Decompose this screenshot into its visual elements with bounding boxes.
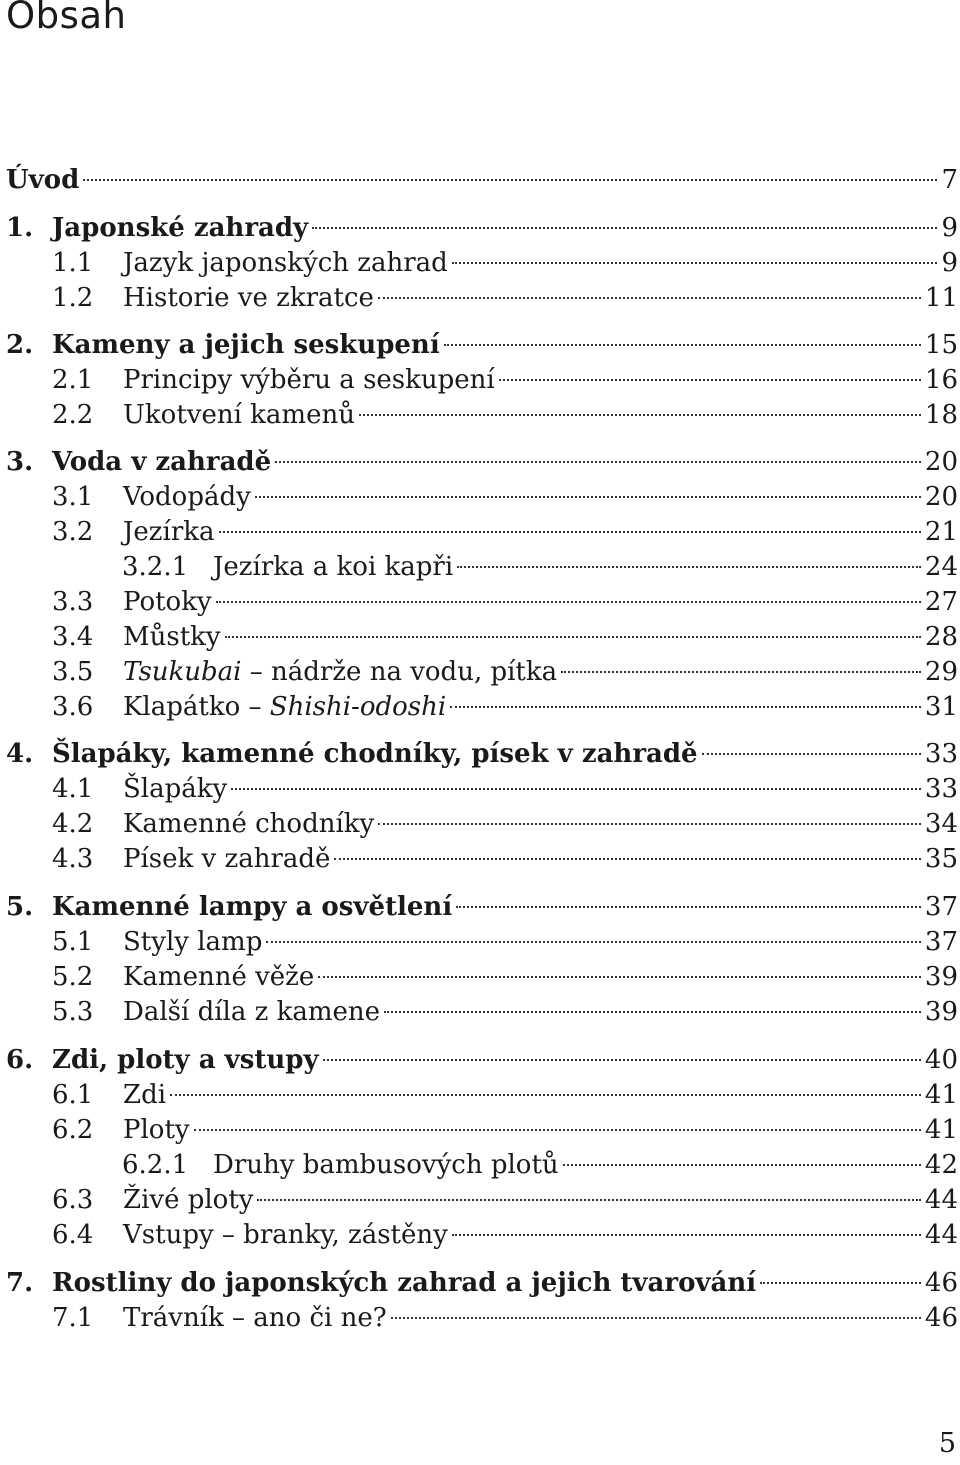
dot-leader <box>444 343 921 346</box>
toc-entry-number: 6.4 <box>52 1220 94 1250</box>
toc-entry-label: Ploty <box>123 1115 190 1145</box>
toc-entry[interactable] <box>0 925 958 959</box>
dot-leader <box>378 296 921 299</box>
toc-entry-label: Kamenné chodníky <box>123 809 375 839</box>
dot-leader <box>318 975 921 978</box>
toc-entry-number: 1.2 <box>52 283 94 313</box>
toc-entry-number: 1. <box>6 213 34 243</box>
toc-entry-number: 3. <box>6 447 34 477</box>
dot-leader <box>456 905 921 908</box>
dot-leader <box>452 1233 921 1236</box>
toc-entry-number: 6.2 <box>52 1115 94 1145</box>
toc-entry[interactable] <box>0 1113 958 1147</box>
toc-entry-page: 31 <box>924 692 958 722</box>
toc-entry-page: 18 <box>924 400 958 430</box>
toc-entry-page: 7 <box>941 165 958 195</box>
toc-entry-label: Vodopády <box>123 482 251 512</box>
dot-leader <box>457 565 921 568</box>
toc-entry[interactable] <box>0 398 958 432</box>
toc-entry-page: 44 <box>924 1220 958 1250</box>
toc-entry[interactable] <box>0 363 958 397</box>
toc-entry-page: 24 <box>924 552 958 582</box>
toc-entry-number: 3.1 <box>52 482 94 512</box>
dot-leader <box>275 460 921 463</box>
toc-entry-label: Tsukubai – nádrže na vodu, pítka <box>123 657 558 687</box>
toc-entry-label: Jezírka a koi kapři <box>213 552 454 582</box>
toc-entry[interactable] <box>0 445 958 479</box>
toc-entry[interactable] <box>0 211 958 245</box>
toc-entry-page: 39 <box>924 962 958 992</box>
toc-entry-label: Rostliny do japonských zahrad a jejich tvarování <box>52 1268 757 1298</box>
toc-entry-number: 5.1 <box>52 927 94 957</box>
toc-entry[interactable] <box>0 995 958 1029</box>
toc-entry[interactable] <box>0 1218 958 1252</box>
toc-entry-label: Zdi <box>123 1080 167 1110</box>
toc-entry[interactable] <box>0 737 958 771</box>
toc-entry-number: 6.3 <box>52 1185 94 1215</box>
toc-entry-number: 3.6 <box>52 692 94 722</box>
toc-entry-page: 46 <box>924 1268 958 1298</box>
toc-entry-label: Zdi, ploty a vstupy <box>52 1045 319 1075</box>
toc-entry-label: Jazyk japonských zahrad <box>123 248 448 278</box>
toc-entry-number: 5. <box>6 892 34 922</box>
dot-leader <box>194 1128 921 1131</box>
dot-leader <box>216 600 921 603</box>
toc-entry-page: 39 <box>924 997 958 1027</box>
dot-leader <box>563 1163 921 1166</box>
toc-entry[interactable] <box>0 890 958 924</box>
toc-entry-label: Úvod <box>6 165 80 195</box>
toc-entry[interactable] <box>0 1266 958 1300</box>
toc-entry-page: 37 <box>924 892 958 922</box>
toc-entry[interactable] <box>0 246 958 280</box>
toc-entry-label: Písek v zahradě <box>123 844 331 874</box>
toc-entry-number: 6. <box>6 1045 34 1075</box>
toc-entry-number: 3.5 <box>52 657 94 687</box>
toc-entry-number: 4.3 <box>52 844 94 874</box>
dot-leader <box>760 1281 921 1284</box>
dot-leader <box>323 1058 921 1061</box>
toc-entry-number: 4.2 <box>52 809 94 839</box>
toc-entry-label: Šlapáky, kamenné chodníky, písek v zahradě <box>52 739 698 769</box>
toc-entry[interactable] <box>0 620 958 654</box>
dot-leader <box>266 940 921 943</box>
toc-entry-number: 2. <box>6 330 34 360</box>
dot-leader <box>561 670 921 673</box>
toc-entry-page: 33 <box>924 774 958 804</box>
toc-entry-page: 21 <box>924 517 958 547</box>
toc-entry-page: 28 <box>924 622 958 652</box>
toc-entry-page: 35 <box>924 844 958 874</box>
toc-entry-number: 6.1 <box>52 1080 94 1110</box>
toc-entry-page: 20 <box>924 482 958 512</box>
dot-leader <box>359 413 921 416</box>
toc-entry[interactable] <box>0 842 958 876</box>
toc-entry-number: 7.1 <box>52 1303 94 1333</box>
toc-entry-label: Principy výběru a seskupení <box>123 365 495 395</box>
toc-entry-number: 3.4 <box>52 622 94 652</box>
toc-entry-page: 16 <box>924 365 958 395</box>
toc-entry-label: Vstupy – branky, zástěny <box>123 1220 448 1250</box>
toc-entry-page: 11 <box>924 283 958 313</box>
toc-entry-number: 3.2.1 <box>122 552 189 582</box>
toc-entry-label: Jezírka <box>123 517 215 547</box>
toc-entry-label: Japonské zahrady <box>52 213 309 243</box>
toc-entry-number: 5.3 <box>52 997 94 1027</box>
toc-entry-number: 4. <box>6 739 34 769</box>
toc-entry-label: Voda v zahradě <box>52 447 272 477</box>
toc-entry-number: 2.1 <box>52 365 94 395</box>
toc-entry-label: Kamenné věže <box>123 962 315 992</box>
toc-entry-page: 27 <box>924 587 958 617</box>
toc-entry-page: 40 <box>924 1045 958 1075</box>
toc-entry-number: 5.2 <box>52 962 94 992</box>
toc-entry[interactable] <box>0 655 958 689</box>
toc-entry-label: Trávník – ano či ne? <box>123 1303 387 1333</box>
toc-entry[interactable] <box>0 328 958 362</box>
toc-entry-number: 3.2 <box>52 517 94 547</box>
toc-entry[interactable] <box>0 1301 958 1335</box>
toc-entry-number: 6.2.1 <box>122 1150 189 1180</box>
toc-entry-number: 4.1 <box>52 774 94 804</box>
toc-entry[interactable] <box>0 690 958 724</box>
toc-entry-label: Šlapáky <box>123 774 228 804</box>
toc-entry[interactable] <box>0 772 958 806</box>
toc-entry-page: 29 <box>924 657 958 687</box>
toc-entry-label: Potoky <box>123 587 212 617</box>
dot-leader <box>312 226 937 229</box>
toc-entry-label: Další díla z kamene <box>123 997 381 1027</box>
toc-entry-page: 20 <box>924 447 958 477</box>
page-number: 5 <box>938 1428 956 1459</box>
toc-entry-number: 7. <box>6 1268 34 1298</box>
toc-entry-page: 37 <box>924 927 958 957</box>
toc-entry-page: 46 <box>924 1303 958 1333</box>
toc-entry[interactable] <box>0 807 958 841</box>
toc-entry-label: Druhy bambusových plotů <box>213 1150 559 1180</box>
toc-entry-page: 44 <box>924 1185 958 1215</box>
toc-entry-label: Můstky <box>123 622 221 652</box>
dot-leader <box>391 1316 921 1319</box>
dot-leader <box>499 378 921 381</box>
toc-entry-label: Styly lamp <box>123 927 263 957</box>
dot-leader <box>702 752 921 755</box>
toc-entry[interactable] <box>0 585 958 619</box>
toc-entry-page: 9 <box>941 213 958 243</box>
dot-leader <box>83 178 937 181</box>
toc-entry-page: 9 <box>941 248 958 278</box>
toc-entry-number: 1.1 <box>52 248 94 278</box>
toc-entry-label: Živé ploty <box>123 1185 254 1215</box>
toc-entry-page: 34 <box>924 809 958 839</box>
dot-leader <box>384 1010 921 1013</box>
toc-entry-label: Klapátko – Shishi-odoshi <box>123 692 447 722</box>
dot-leader <box>231 787 921 790</box>
dot-leader <box>170 1093 921 1096</box>
toc-entry-page: 42 <box>924 1150 958 1180</box>
toc-entry[interactable] <box>0 515 958 549</box>
toc-entry-label: Ukotvení kamenů <box>123 400 355 430</box>
toc-entry-label: Kameny a jejich seskupení <box>52 330 440 360</box>
toc-entry[interactable] <box>0 1183 958 1217</box>
dot-leader <box>219 530 921 533</box>
toc-entry[interactable] <box>0 163 958 197</box>
dot-leader <box>334 857 920 860</box>
toc-entry-page: 15 <box>924 330 958 360</box>
toc-entry[interactable] <box>0 550 958 584</box>
toc-entry[interactable] <box>0 960 958 994</box>
toc-entry[interactable] <box>0 480 958 514</box>
toc-entry-number: 3.3 <box>52 587 94 617</box>
toc-entry-number: 2.2 <box>52 400 94 430</box>
toc-entry[interactable] <box>0 1043 958 1077</box>
dot-leader <box>255 495 921 498</box>
dot-leader <box>450 705 921 708</box>
dot-leader <box>378 822 921 825</box>
toc-entry-label: Historie ve zkratce <box>123 283 374 313</box>
toc-entry[interactable] <box>0 1148 958 1182</box>
dot-leader <box>257 1198 920 1201</box>
toc-entry-page: 41 <box>924 1080 958 1110</box>
toc-entry-label: Kamenné lampy a osvětlení <box>52 892 453 922</box>
page-title: Obsah <box>6 0 127 37</box>
toc-entry-page: 41 <box>924 1115 958 1145</box>
toc-entry[interactable] <box>0 281 958 315</box>
dot-leader <box>452 261 938 264</box>
dot-leader <box>225 635 921 638</box>
toc-entry[interactable] <box>0 1078 958 1112</box>
toc-entry-page: 33 <box>924 739 958 769</box>
